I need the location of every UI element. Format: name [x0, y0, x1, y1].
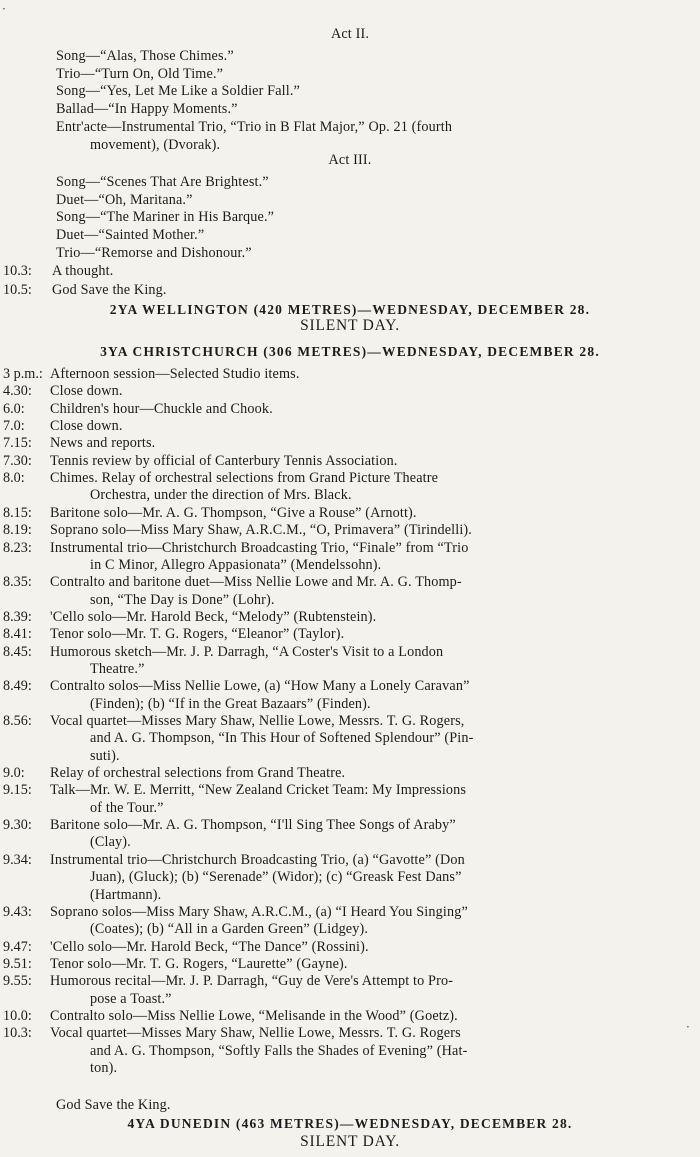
schedule-time: 10.3:: [3, 263, 32, 279]
schedule-entry: Chimes. Relay of orchestral selections from Grand Picture Theatre: [50, 470, 439, 487]
act2-heading: Act II.: [330, 26, 370, 42]
schedule-entry: Soprano solo—Miss Mary Shaw, A.R.C.M., “O, Primavera” (Tirindelli).: [50, 522, 472, 539]
act3-line: Duet—“Oh, Maritana.”: [56, 191, 193, 208]
schedule-entry: Talk—Mr. W. E. Merritt, “New Zealand Cricket Team: My Impressions: [50, 782, 467, 799]
act2-line: Song—“Yes, Let Me Like a Soldier Fall.”: [56, 83, 300, 100]
margin-mark: ·: [686, 1020, 690, 1034]
schedule-time: 6.0:: [3, 400, 25, 417]
schedule-time: 9.55:: [3, 973, 32, 990]
schedule-entry-continuation: (Finden); (b) “If in the Great Bazaars” (Finden).: [90, 695, 371, 712]
schedule-entry: Vocal quartet—Misses Mary Shaw, Nellie Lowe, Messrs. T. G. Rogers,: [50, 713, 465, 729]
act2-line: Entr'acte—Instrumental Trio, “Trio in B Flat Major,” Op. 21 (fourth: [56, 118, 453, 135]
schedule-entry-continuation: (Hartmann).: [90, 886, 162, 903]
act3-line: Trio—“Remorse and Dishonour.”: [56, 244, 252, 261]
schedule-entry-continuation: pose a Toast.”: [90, 990, 172, 1007]
schedule-time: 7.30:: [3, 452, 32, 469]
schedule-time: 8.35:: [3, 574, 32, 591]
schedule-entry: Contralto solo—Miss Nellie Lowe, “Melisande in the Wood” (Goetz).: [50, 1007, 458, 1024]
schedule-entry-continuation: and A. G. Thompson, “In This Hour of Softened Splendour” (Pin-: [90, 730, 474, 747]
wellington-heading: 2YA WELLINGTON (420 METRES)—WEDNESDAY, DECEMBER 28.: [109, 302, 591, 317]
schedule-time: 8.0:: [3, 470, 25, 487]
schedule-entry-continuation: of the Tour.”: [90, 799, 164, 816]
schedule-entry: Close down.: [50, 418, 123, 435]
closing-item: A thought.: [52, 263, 114, 279]
act2-line: Ballad—“In Happy Moments.”: [56, 101, 238, 118]
schedule-entry-continuation: Juan), (Gluck); (b) “Serenade” (Widor); (c) “Greask Fest Dans”: [90, 869, 462, 886]
schedule-entry: 'Cello solo—Mr. Harold Beck, “Melody” (Rubtenstein).: [50, 608, 377, 625]
schedule-time: 10.5:: [3, 282, 32, 298]
schedule-entry: Close down.: [50, 383, 123, 400]
schedule-time: 8.56:: [3, 713, 32, 729]
schedule-entry: Afternoon session—Selected Studio items.: [50, 366, 300, 382]
schedule-time: 10.3:: [3, 1025, 32, 1042]
schedule-time: 9.47:: [3, 938, 32, 955]
schedule-entry: Contralto solos—Miss Nellie Lowe, (a) “How Many a Lonely Caravan”: [50, 678, 470, 695]
act2-line: Trio—“Turn On, Old Time.”: [56, 65, 224, 82]
wellington-subheading: SILENT DAY.: [300, 317, 400, 334]
dunedin-heading: 4YA DUNEDIN (463 METRES)—WEDNESDAY, DECEMBER 28.: [127, 1116, 573, 1131]
schedule-entry: Baritone solo—Mr. A. G. Thompson, “I'll Sing Thee Songs of Araby”: [50, 817, 456, 834]
schedule-entry: Soprano solos—Miss Mary Shaw, A.R.C.M., (a) “I Heard You Singing”: [50, 903, 468, 920]
schedule-time: 3 p.m.:: [3, 366, 43, 382]
schedule-time: 8.45:: [3, 643, 32, 660]
schedule-time: 9.15:: [3, 782, 32, 799]
schedule-time: 9.34:: [3, 851, 32, 868]
schedule-time: 8.15:: [3, 504, 32, 521]
schedule-entry: 'Cello solo—Mr. Harold Beck, “The Dance” (Rossini).: [50, 938, 369, 955]
schedule-time: 7.15:: [3, 435, 32, 452]
closing-item: God Save the King.: [52, 282, 167, 298]
schedule-entry: Children's hour—Chuckle and Chook.: [50, 400, 273, 417]
schedule-time: 8.19:: [3, 522, 32, 539]
schedule-time: 9.0:: [3, 765, 25, 782]
schedule-entry-continuation: Theatre.”: [90, 660, 145, 677]
schedule-time: 9.30:: [3, 817, 32, 834]
christchurch-closing: God Save the King.: [56, 1097, 171, 1113]
margin-mark: ·: [2, 2, 6, 16]
schedule-entry-continuation: (Coates); (b) “All in a Garden Green” (Lidgey).: [90, 921, 369, 938]
schedule-entry: Tennis review by official of Canterbury Tennis Association.: [50, 452, 398, 469]
act3-line: Song—“Scenes That Are Brightest.”: [56, 174, 269, 190]
act3-line: Duet—“Sainted Mother.”: [56, 227, 205, 244]
schedule-entry-continuation: (Clay).: [90, 834, 131, 851]
act2-line: movement), (Dvorak).: [90, 136, 221, 153]
schedule-entry: Relay of orchestral selections from Grand Theatre.: [50, 765, 346, 782]
schedule-entry-continuation: in C Minor, Allegro Appasionata” (Mendelssohn).: [90, 556, 382, 573]
schedule-time: 10.0:: [3, 1007, 32, 1024]
act3-line: Song—“The Mariner in His Barque.”: [56, 209, 275, 226]
schedule-entry: Tenor solo—Mr. T. G. Rogers, “Laurette” (Gayne).: [50, 955, 348, 972]
schedule-time: 8.23:: [3, 539, 32, 556]
schedule-entry: News and reports.: [50, 435, 156, 452]
schedule-time: 8.39:: [3, 608, 32, 625]
schedule-entry: Baritone solo—Mr. A. G. Thompson, “Give a Rouse” (Arnott).: [50, 504, 417, 521]
schedule-entry: Contralto and baritone duet—Miss Nellie Lowe and Mr. A. G. Thomp-: [50, 574, 462, 591]
christchurch-heading: 3YA CHRISTCHURCH (306 METRES)—WEDNESDAY, DECEMBER 28.: [100, 344, 600, 359]
schedule-entry-continuation: and A. G. Thompson, “Softly Falls the Shades of Evening” (Hat-: [90, 1042, 468, 1059]
schedule-entry: Tenor solo—Mr. T. G. Rogers, “Eleanor” (Taylor).: [50, 626, 345, 643]
schedule-entry-continuation: son, “The Day is Done” (Lohr).: [90, 591, 275, 608]
dunedin-subheading: SILENT DAY.: [300, 1133, 400, 1150]
schedule-time: 9.51:: [3, 955, 32, 972]
schedule-time: 4.30:: [3, 383, 32, 400]
schedule-entry-continuation: suti).: [90, 747, 120, 764]
schedule-time: 7.0:: [3, 418, 25, 435]
schedule-entry: Instrumental trio—Christchurch Broadcasting Trio, (a) “Gavotte” (Don: [50, 851, 465, 868]
schedule-entry: Instrumental trio—Christchurch Broadcasting Trio, “Finale” from “Trio: [50, 539, 469, 556]
schedule-entry-continuation: ton).: [90, 1060, 118, 1076]
schedule-time: 8.49:: [3, 678, 32, 695]
act2-line: Song—“Alas, Those Chimes.”: [56, 48, 234, 64]
schedule-time: 9.43:: [3, 903, 32, 920]
schedule-entry: Humorous recital—Mr. J. P. Darragh, “Guy de Vere's Attempt to Pro-: [50, 973, 454, 990]
schedule-time: 8.41:: [3, 626, 32, 643]
schedule-entry: Vocal quartet—Misses Mary Shaw, Nellie Lowe, Messrs. T. G. Rogers: [50, 1025, 461, 1042]
act3-heading: Act III.: [328, 152, 372, 168]
schedule-entry: Humorous sketch—Mr. J. P. Darragh, “A Coster's Visit to a London: [50, 643, 444, 660]
schedule-entry-continuation: Orchestra, under the direction of Mrs. Black.: [90, 487, 352, 504]
